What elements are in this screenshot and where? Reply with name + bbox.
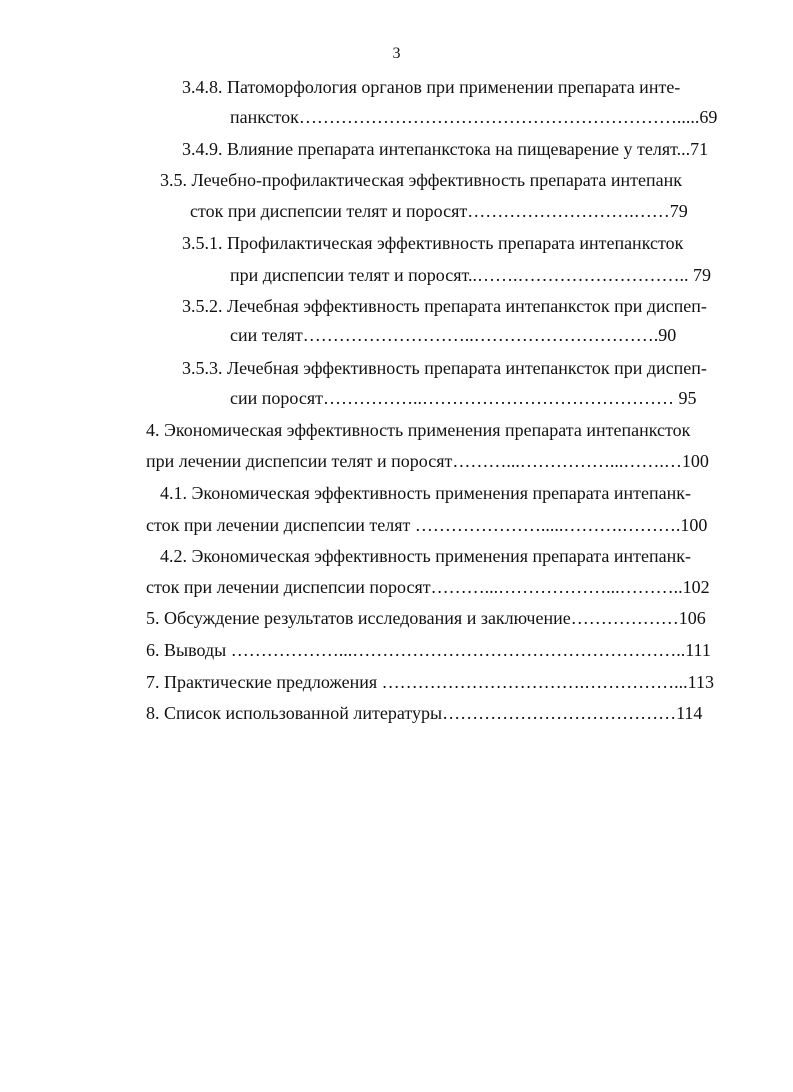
toc-entry-3-5-2-cont: сии телят………………………..………………………….90 xyxy=(230,325,677,345)
toc-entry-3-5: 3.5. Лечебно-профилактическая эффективность препарата интепанк xyxy=(160,170,683,190)
toc-entry-4-1-cont: сток при лечении диспепсии телят ………………….....……….……….100 xyxy=(146,515,708,535)
toc-entry-4-cont: при лечении диспепсии телят и поросят………...……………...…….…100 xyxy=(146,451,709,471)
toc-entry-3-5-1-cont: при диспепсии телят и поросят..…….……………………….. 79 xyxy=(230,265,712,285)
toc-entry-3-4-8: 3.4.8. Патоморфология органов при применении препарата инте- xyxy=(182,77,681,97)
toc-entry-4-1: 4.1. Экономическая эффективность применения препарата интепанк- xyxy=(160,483,691,503)
toc-entry-3-4-9: 3.4.9. Влияние препарата интепанкстока на пищеварение у телят...71 xyxy=(182,139,709,159)
toc-entry-8: 8. Список использованной литературы…………………………………114 xyxy=(146,703,703,723)
toc-entry-3-4-8-cont: панксток……………………………………………………….....69 xyxy=(230,107,718,127)
toc-entry-3-5-3-cont: сии поросят……………..…………………………………… 95 xyxy=(230,388,697,408)
toc-entry-4: 4. Экономическая эффективность применения препарата интепанксток xyxy=(146,420,691,440)
toc-entry-3-5-1: 3.5.1. Профилактическая эффективность препарата интепанксток xyxy=(182,233,684,253)
toc-entry-5: 5. Обсуждение результатов исследования и заключение………………106 xyxy=(146,608,706,628)
toc-entry-7: 7. Практические предложения …………………………….……………...113 xyxy=(146,672,714,692)
toc-entry-4-2-cont: сток при лечении диспепсии поросят………...………………...………..102 xyxy=(146,577,710,597)
toc-entry-3-5-cont: сток при диспепсии телят и поросят……………………….……79 xyxy=(190,201,688,221)
toc-entry-4-2: 4.2. Экономическая эффективность применения препарата интепанк- xyxy=(160,546,691,566)
page-number: 3 xyxy=(392,45,401,62)
toc-entry-3-5-3: 3.5.3. Лечебная эффективность препарата интепанксток при диспеп- xyxy=(182,358,707,378)
toc-entry-3-5-2: 3.5.2. Лечебная эффективность препарата интепанксток при диспеп- xyxy=(182,296,707,316)
toc-entry-6: 6. Выводы ………………...………………………………………………..111 xyxy=(146,640,711,660)
